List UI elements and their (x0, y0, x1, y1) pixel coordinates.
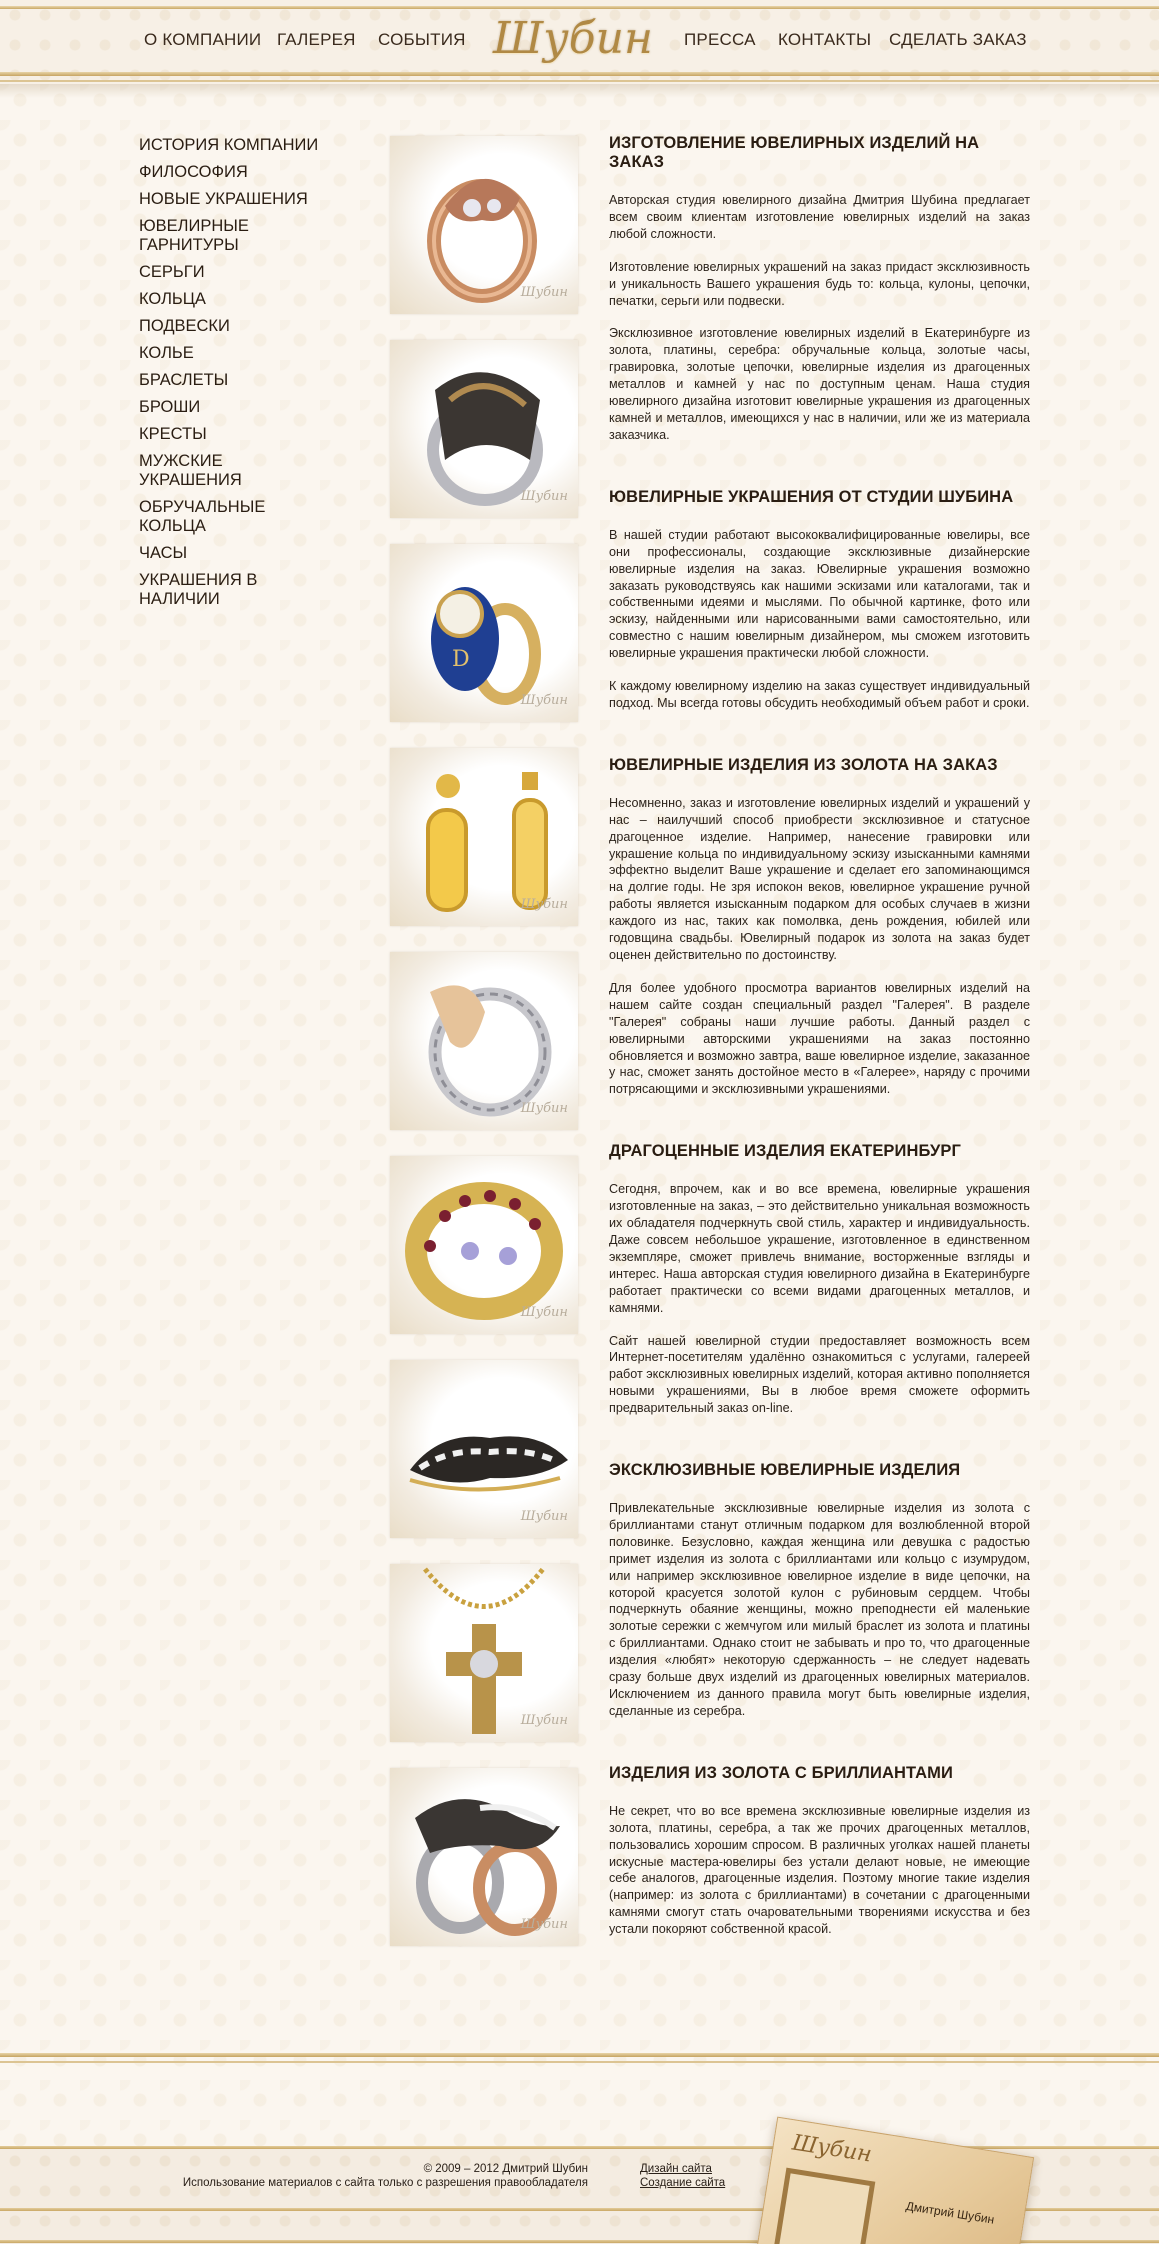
sidebar-item-mens[interactable]: МУЖСКИЕ УКРАШЕНИЯ (139, 452, 242, 489)
section-gap (609, 1736, 1030, 1764)
photo-panther-ring[interactable] (390, 1768, 578, 1946)
site-design-link[interactable]: Дизайн сайта (640, 2163, 712, 2175)
sidebar-item-wedding-rings[interactable]: ОБРУЧАЛЬНЫЕ КОЛЬЦА (139, 498, 266, 535)
paragraph: Сайт нашей ювелирной студии предоставляет возможность всем Интернет-посетителям удалённо ознакомиться с услугами, галереей работ эксклюзивных ювелирных изделий, которая активно пополняется новыми украшениями, Вы в любое время сможете оформить предварительный заказ on-line. (609, 1333, 1030, 1416)
sidebar-item-rings[interactable]: КОЛЬЦА (139, 290, 206, 308)
footer-top-line (0, 2053, 1159, 2057)
sidebar-item-pendants[interactable]: ПОДВЕСКИ (139, 317, 230, 335)
photo-signature: Шубин (520, 897, 568, 912)
paragraph: Для более удобного просмотра вариантов ювелирных изделий на нашем сайте создан специальный раздел "Галерея". В разделе "Галерея" собраны наши лучшие работы. Данный раздел с ювелирными авторскими украшениями на заказ постоянно обновляется и возможно завтра, ваше ювелирное изделие, заказанное у нас, сможет занять достойное место в «Галерее», наряду с прочими потрясающими и эксклюзивными украшениями. (609, 980, 1030, 1097)
paragraph: Сегодня, впрочем, как и во все времена, ювелирные украшения изготовленные на заказ, – это действительно уникальная возможность их обладателя подчеркнуть свой стиль, характер и индивидуальность. Даже совсем небольшое украшение, изготовленное в единственном экземпляре, сможет привлечь внимание, восторженные взгляды и интерес. Наша авторская студия ювелирного дизайна в Екатеринбурге работает практически со всеми видами драгоценных металлов, и камнями. (609, 1182, 1030, 1315)
business-card-image (754, 2117, 1034, 2244)
photo-signature: Шубин (520, 1509, 568, 1524)
footer-top-line-thin (0, 2061, 1159, 2063)
sidebar-item-sets[interactable]: ЮВЕЛИРНЫЕ ГАРНИТУРЫ (139, 217, 249, 254)
card-frame (772, 2168, 875, 2244)
nav-contacts[interactable]: КОНТАКТЫ (778, 30, 872, 49)
photo-signature: Шубин (520, 1305, 568, 1320)
header-shadow (0, 84, 1159, 98)
section-title: ЮВЕЛИРНЫЕ ИЗДЕЛИЯ ИЗ ЗОЛОТА НА ЗАКАЗ (609, 755, 998, 774)
paragraph: Несомненно, заказ и изготовление ювелирных изделий и украшений у нас – наилучший способ приобрести эксклюзивное и статусное драгоценное изделие. Например, нанесение гравировки или украшение кольца по индивидуальному эскизу изысканными камнями эффектно выделит Ваше украшение и сделает его запоминающимся на долгие годы. Не зря испокон веков, ювелирное украшение ручной работы является изысканным подарком для особых случаев в жизни каждого из нас, таких как помолвка, день рождения, юбилей или годовщина свадьбы. Ювелирный подарок из золота на заказ будет оценен действительно по достоинству. (609, 795, 1030, 962)
paragraph: Авторская студия ювелирного дизайна Дмитрия Шубина предлагает всем своим клиентам изготовление ювелирных изделий на заказ любой сложности. (609, 193, 1030, 241)
section-title: ДРАГОЦЕННЫЕ ИЗДЕЛИЯ ЕКАТЕРИНБУРГ (609, 1142, 961, 1161)
section-title: ИЗДЕЛИЯ ИЗ ЗОЛОТА С БРИЛЛИАНТАМИ (609, 1763, 953, 1782)
section-gap (609, 1433, 1030, 1461)
nav-about[interactable]: О КОМПАНИИ (144, 30, 262, 49)
sidebar-item-new[interactable]: НОВЫЕ УКРАШЕНИЯ (139, 190, 308, 208)
sidebar-item-watches[interactable]: ЧАСЫ (139, 544, 188, 562)
photo-signature: Шубин (520, 1917, 568, 1932)
nav-events[interactable]: СОБЫТИЯ (378, 30, 466, 49)
jewelry-photo-column (390, 136, 578, 1972)
header-bottom-line-thin (0, 80, 1159, 82)
sidebar-item-in-stock[interactable]: УКРАШЕНИЯ В НАЛИЧИИ (139, 571, 258, 608)
nav-gallery[interactable]: ГАЛЕРЕЯ (277, 30, 356, 49)
section-title: ЮВЕЛИРНЫЕ УКРАШЕНИЯ ОТ СТУДИИ ШУБИНА (609, 487, 1014, 506)
photo-rose-gold-ring[interactable] (390, 136, 578, 314)
copyright (183, 2162, 588, 2190)
sidebar-item-brooches[interactable]: БРОШИ (139, 398, 201, 416)
sidebar-menu (139, 136, 329, 617)
nav-press[interactable]: ПРЕССА (684, 30, 756, 49)
card-logo: Шубин (790, 2130, 874, 2168)
paragraph: Изготовление ювелирных украшений на заказ придаст эксклюзивность и уникальность Вашего украшения будь то: кольца, кулоны, цепочки, печатки, серьги или подвески. (609, 259, 1030, 308)
photo-signature: Шубин (520, 489, 568, 504)
copyright-notice: Использование материалов с сайта только с разрешения правообладателя (182, 2177, 588, 2189)
paragraph: Привлекательные эксклюзивные ювелирные изделия из золота с бриллиантами станут отличным подарком для возлюбленной второй половинке. Безусловно, каждая женщина или девушка с радостью примет изделия из золота с бриллиантами или кольцо с изумрудом, или например эксклюзивное ювелирное изделие в виде цепочки, на которой красуется золотой кулон с рубиновым сердцем. Чтобы подчеркнуть обаяние женщины, можно преподнести ей маленькие золотые сережки с жемчугом или милый браслет из золота и платины с бриллиантами. Однако стоит не забывать и про то, что драгоценные изделия «любят» некоторую сдержанность – не следует надевать сразу больше двух изделий из драгоценных ювелирных материалов. Исключением из данного правила могут быть ювелирные изделия, сделанные из серебра. (609, 1501, 1030, 1718)
paragraph: В нашей студии работают высококвалифицированные ювелиры, все они профессионалы, создающие эксклюзивные дизайнерские ювелирные изделия на заказ. Ювелирные украшения возможно заказать руководствуясь как нашими эскизами или каталогами, так и собственными идеями и мыслями. По обычной картинке, фото или эскизу, найденными или нарисованными вами самостоятельно, или совместно с нашим ювелирным дизайнером, мы сможем изготовить ювелирные украшения практически любой сложности. (609, 527, 1030, 661)
section-gap (609, 728, 1030, 756)
card-name: Дмитрий Шубин (904, 2198, 996, 2227)
copyright-line: © 2009 – 2012 Дмитрий Шубин (423, 2163, 588, 2175)
photo-twisted-ring[interactable] (390, 952, 578, 1130)
main-article (609, 134, 1030, 1954)
site-logo[interactable]: Шубин (493, 12, 653, 64)
photo-signature: Шубин (520, 1713, 568, 1728)
photo-cross-pendant[interactable] (390, 1564, 578, 1742)
sidebar-item-philosophy[interactable]: ФИЛОСОФИЯ (139, 163, 248, 181)
section-gap (609, 460, 1030, 488)
photo-signature: Шубин (520, 285, 568, 300)
sidebar-item-history[interactable]: ИСТОРИЯ КОМПАНИИ (139, 136, 319, 154)
section-title: ЭКСКЛЮЗИВНЫЕ ЮВЕЛИРНЫЕ ИЗДЕЛИЯ (609, 1461, 961, 1480)
photo-garnet-ring[interactable] (390, 1156, 578, 1334)
section-title: ИЗГОТОВЛЕНИЕ ЮВЕЛИРНЫХ ИЗДЕЛИЙ НА ЗАКАЗ (609, 134, 980, 171)
sidebar-item-bracelets[interactable]: БРАСЛЕТЫ (139, 371, 229, 389)
site-header (0, 0, 1159, 84)
header-bottom-line (0, 72, 1159, 76)
photo-leopard-brooch[interactable] (390, 1360, 578, 1538)
photo-signature: Шубин (520, 1101, 568, 1116)
photo-watch-ring[interactable] (390, 544, 578, 722)
site-creation-link[interactable]: Создание сайта (640, 2177, 726, 2189)
nav-order[interactable]: СДЕЛАТЬ ЗАКАЗ (889, 30, 1027, 49)
photo-silver-figure-ring[interactable] (390, 340, 578, 518)
footer-links (640, 2162, 725, 2190)
svg-text:D: D (452, 647, 470, 672)
site-footer (0, 2040, 1159, 2244)
sidebar-item-necklaces[interactable]: КОЛЬЕ (139, 344, 194, 362)
photo-yellow-earrings[interactable] (390, 748, 578, 926)
sidebar-item-crosses[interactable]: КРЕСТЫ (139, 425, 207, 443)
section-gap (609, 1114, 1030, 1142)
paragraph: К каждому ювелирному изделию на заказ существует индивидуальный подход. Мы всегда готовы обсудить необходимый объем работ и сроки. (609, 679, 1030, 710)
paragraph: Эксклюзивное изготовление ювелирных изделий в Екатеринбурге из золота, платины, серебра: обручальные кольца, золотые часы, гравировка, золотые цепочки, ювелирные изделия из драгоценных металлов и камней у нас по доступным ценам. Наша студия ювелирного дизайна изготовит ювелирные украшения из драгоценных камней и металлов, имеющихся у нас в наличии, или же из материала заказчика. (609, 326, 1030, 442)
paragraph: Не секрет, что во все времена эксклюзивные ювелирные изделия из золота, платины, серебра, а так же прочих драгоценных металлов, пользовались хорошим спросом. В различных уголках нашей планеты искусные мастера-ювелиры без устали делают новые, не имеющие себе аналогов, драгоценные изделия. Поэтому многие такие изделия (например: из золота с бриллиантами) в сочетании с драгоценными камнями смогут стать очаровательными творениями искусства и без устали покоряют собственной красой. (609, 1803, 1030, 1937)
photo-signature: Шубин (520, 693, 568, 708)
sidebar-item-earrings[interactable]: СЕРЬГИ (139, 263, 205, 281)
